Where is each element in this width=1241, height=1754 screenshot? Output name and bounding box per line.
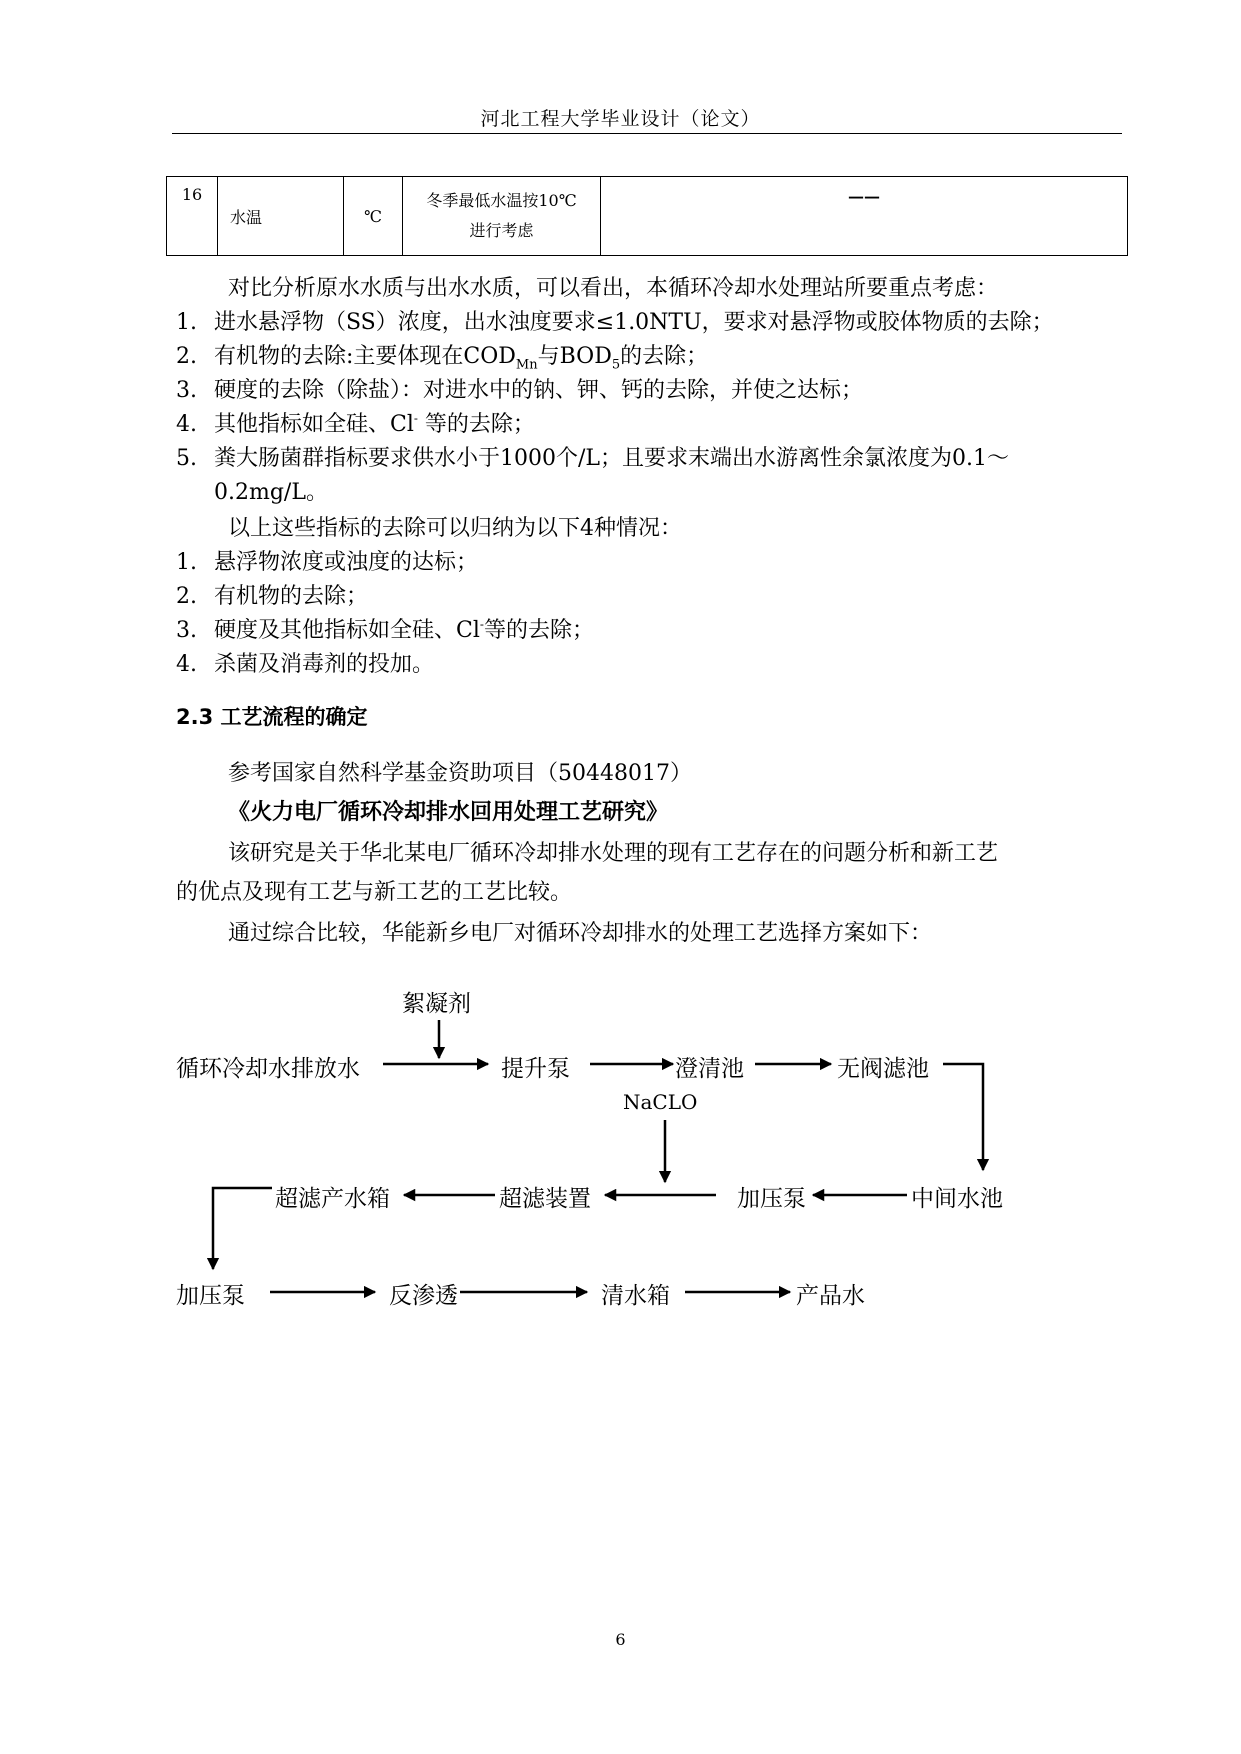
arrow-to-middle-tank xyxy=(943,1064,983,1170)
arrow-to-booster-pump-2 xyxy=(213,1188,272,1269)
flow-node-valveless-filter: 无阀滤池 xyxy=(837,1056,929,1082)
reference-line: 参考国家自然科学基金资助项目（50448017） xyxy=(228,761,692,786)
reference-title: 《火力电厂循环冷却排水回用处理工艺研究》 xyxy=(228,799,669,825)
section-heading: 2.3 工艺流程的确定 xyxy=(176,705,368,729)
table-cell-note: —— xyxy=(601,177,1128,256)
table-cell-unit: ℃ xyxy=(344,177,403,256)
flow-node-source: 循环冷却水排放水 xyxy=(176,1056,360,1082)
table-cell-name: 水温 xyxy=(218,177,344,256)
paragraph-line: 通过综合比较，华能新乡电厂对循环冷却排水的处理工艺选择方案如下： xyxy=(228,921,933,946)
flow-node-booster-pump-2: 加压泵 xyxy=(176,1283,245,1309)
paragraph-line: 该研究是关于华北某电厂循环冷却排水处理的现有工艺存在的问题分析和新工艺 xyxy=(228,841,999,866)
table-cell-no: 16 xyxy=(167,177,218,256)
page-header-title: 河北工程大学毕业设计（论文） xyxy=(480,108,761,130)
list-item: 5. 粪大肠菌群指标要求供水小于1000个/L；且要求末端出水游离性余氯浓度为0.1～ xyxy=(176,446,1009,471)
flow-node-uf-device: 超滤装置 xyxy=(499,1186,591,1212)
paragraph-line: 的优点及现有工艺与新工艺的工艺比较。 xyxy=(176,880,573,905)
analysis-intro: 对比分析原水水质与出水水质，可以看出，本循环冷却水处理站所要重点考虑： xyxy=(228,276,999,301)
flow-node-clarifier: 澄清池 xyxy=(675,1056,744,1082)
list-item: 3. 硬度的去除（除盐）：对进水中的钠、钾、钙的去除，并使之达标； xyxy=(176,378,864,403)
table-cell-requirement: 冬季最低水温按10℃ 进行考虑 xyxy=(403,177,601,256)
flow-node-uf-tank: 超滤产水箱 xyxy=(275,1186,390,1212)
flow-node-product-water: 产品水 xyxy=(796,1283,865,1309)
flow-node-flocculant: 絮凝剂 xyxy=(402,991,471,1017)
list-item-continuation: 0.2mg/L。 xyxy=(214,480,328,505)
list-item: 3. 硬度及其他指标如全硅、Cl-等的去除； xyxy=(176,617,594,643)
flow-node-reverse-osmosis: 反渗透 xyxy=(389,1283,458,1309)
list-item: 2. 有机物的去除； xyxy=(176,584,369,609)
flow-node-lift-pump: 提升泵 xyxy=(501,1056,570,1082)
list-item: 1. 进水悬浮物（SS）浓度，出水浊度要求≤1.0NTU，要求对悬浮物或胶体物质的去除； xyxy=(176,310,1054,335)
list-item: 1. 悬浮物浓度或浊度的达标； xyxy=(176,550,479,575)
flow-node-booster-pump: 加压泵 xyxy=(737,1186,806,1212)
list-item: 2. 有机物的去除:主要体现在$COD_{Mn}$与$BOD_5$的去除； xyxy=(176,344,709,373)
flow-node-middle-tank: 中间水池 xyxy=(911,1186,1003,1212)
list-item: 4. 其他指标如全硅、Cl- 等的去除； xyxy=(176,411,535,437)
summary-intro: 以上这些指标的去除可以归纳为以下4种情况： xyxy=(228,516,682,541)
list-item: 4. 杀菌及消毒剂的投加。 xyxy=(176,652,435,677)
page-number: 6 xyxy=(615,1630,626,1649)
flow-node-naclo: NaCLO xyxy=(623,1090,698,1114)
flow-node-clean-tank: 清水箱 xyxy=(601,1283,670,1309)
